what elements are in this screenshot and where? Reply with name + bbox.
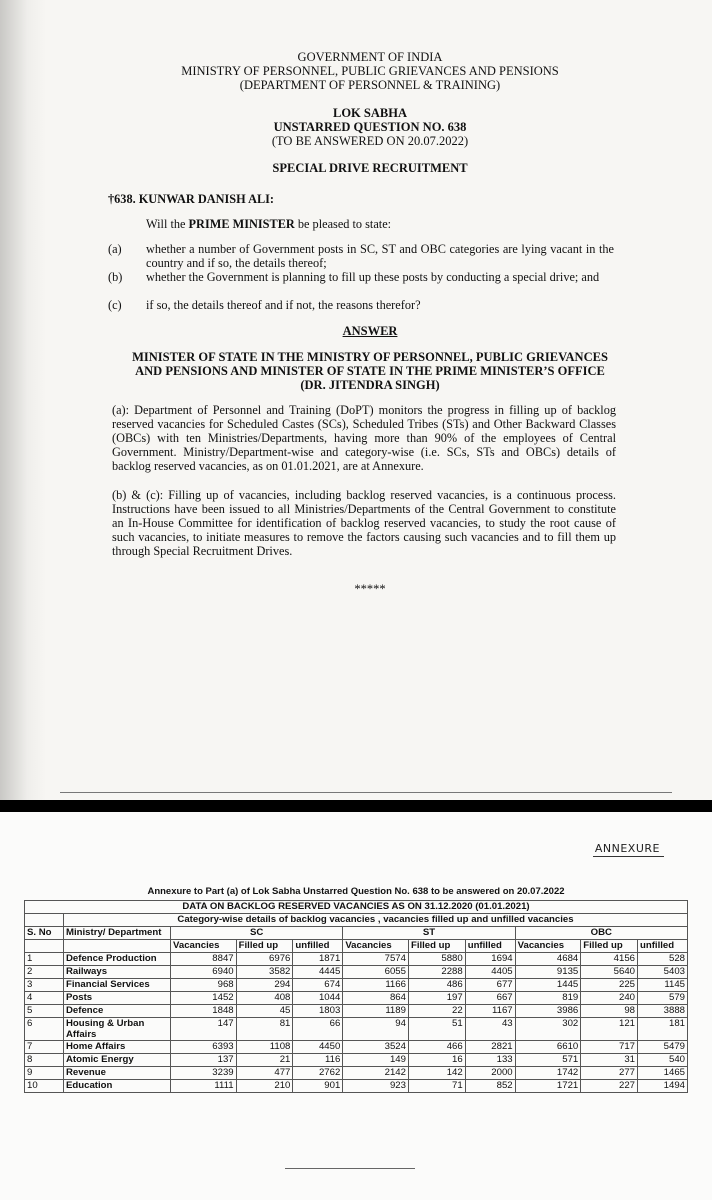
obc-vacancies-cell: 571 bbox=[515, 1054, 581, 1067]
row-sno: 6 bbox=[25, 1018, 64, 1041]
row-ministry: Home Affairs bbox=[64, 1041, 171, 1054]
obc-vacancies-cell: 1721 bbox=[515, 1080, 581, 1093]
annexure-stamp: ANNEXURE bbox=[594, 842, 660, 855]
st-unfilled-cell: 2821 bbox=[465, 1041, 515, 1054]
table-row bbox=[25, 1080, 688, 1093]
sc-unfilled-cell: 674 bbox=[293, 979, 343, 992]
item-a-text: whether a number of Government posts in SC, ST and OBC categories are lying vacant in the country and if so, the details thereof; bbox=[146, 242, 614, 270]
row-ministry: Atomic Energy bbox=[64, 1054, 171, 1067]
sc-filled-cell: 45 bbox=[236, 1005, 293, 1018]
obc-filled-cell: 31 bbox=[581, 1054, 638, 1067]
row-sno: 5 bbox=[25, 1005, 64, 1018]
obc-unfilled-cell: 528 bbox=[638, 953, 688, 966]
obc-vacancies-header: Vacancies bbox=[515, 940, 581, 953]
row-ministry: Defence Production bbox=[64, 953, 171, 966]
obc-filled-cell: 98 bbox=[581, 1005, 638, 1018]
question-subject: SPECIAL DRIVE RECRUITMENT bbox=[272, 161, 468, 175]
sc-filled-cell: 3582 bbox=[236, 966, 293, 979]
sc-filled-cell: 477 bbox=[236, 1067, 293, 1080]
sc-unfilled-cell: 4450 bbox=[293, 1041, 343, 1054]
st-unfilled-cell: 4405 bbox=[465, 966, 515, 979]
answer-date: (TO BE ANSWERED ON 20.07.2022) bbox=[271, 134, 469, 148]
st-filled-cell: 22 bbox=[408, 1005, 465, 1018]
obc-unfilled-cell: 181 bbox=[638, 1018, 688, 1041]
st-vacancies-cell: 7574 bbox=[343, 953, 409, 966]
row-sno: 1 bbox=[25, 953, 64, 966]
row-ministry: Revenue bbox=[64, 1067, 171, 1080]
obc-unfilled-cell: 1145 bbox=[638, 979, 688, 992]
table-subheader-row bbox=[25, 940, 688, 953]
minister-line2: AND PENSIONS AND MINISTER OF STATE IN THE PRIME MINISTER’S OFFICE bbox=[135, 364, 605, 378]
table-caption: Category-wise details of backlog vacancies , vacancies filled up and unfilled vacancies bbox=[64, 914, 688, 927]
st-unfilled-cell: 2000 bbox=[465, 1067, 515, 1080]
st-filled-cell: 142 bbox=[408, 1067, 465, 1080]
closing-rule bbox=[285, 1168, 415, 1169]
answer-part-bc: (b) & (c): Filling up of vacancies, including backlog reserved vacancies, is a continuous process. Instructions have been issued to all Ministries/Departments of the Central Government to constitute an In-House Committee for identification of backlog reserved vacancies, to study the root cause of such vacancies, to initiate measures to remove the factors causing such vacancies and to fill them up through Special Recruitment Drives. bbox=[112, 488, 616, 558]
obc-vacancies-cell: 9135 bbox=[515, 966, 581, 979]
obc-unfilled-cell: 5479 bbox=[638, 1041, 688, 1054]
question-intro: Will the PRIME MINISTER be pleased to state: bbox=[146, 217, 392, 231]
row-sno: 3 bbox=[25, 979, 64, 992]
table-row bbox=[25, 953, 688, 966]
sc-vacancies-cell: 1452 bbox=[171, 992, 237, 1005]
gov-header-line3: (DEPARTMENT OF PERSONNEL & TRAINING) bbox=[239, 78, 501, 92]
sc-vacancies-cell: 137 bbox=[171, 1054, 237, 1067]
row-ministry: Financial Services bbox=[64, 979, 171, 992]
answer-heading: ANSWER bbox=[342, 324, 398, 338]
sc-unfilled-cell: 1044 bbox=[293, 992, 343, 1005]
obc-vacancies-cell: 4684 bbox=[515, 953, 581, 966]
obc-filled-cell: 225 bbox=[581, 979, 638, 992]
st-filled-cell: 51 bbox=[408, 1018, 465, 1041]
sc-unfilled-cell: 901 bbox=[293, 1080, 343, 1093]
table-title-row bbox=[25, 901, 688, 914]
obc-unfilled-cell: 5403 bbox=[638, 966, 688, 979]
question-asker: †638. KUNWAR DANISH ALI: bbox=[108, 192, 275, 206]
page-gap bbox=[0, 800, 712, 812]
st-unfilled-cell: 1167 bbox=[465, 1005, 515, 1018]
sc-filled-cell: 294 bbox=[236, 979, 293, 992]
sc-unfilled-cell: 116 bbox=[293, 1054, 343, 1067]
sc-vacancies-cell: 6940 bbox=[171, 966, 237, 979]
obc-filled-cell: 5640 bbox=[581, 966, 638, 979]
table-row bbox=[25, 979, 688, 992]
sc-filled-cell: 21 bbox=[236, 1054, 293, 1067]
obc-vacancies-cell: 6610 bbox=[515, 1041, 581, 1054]
sc-filled-cell: 210 bbox=[236, 1080, 293, 1093]
row-ministry: Railways bbox=[64, 966, 171, 979]
obc-vacancies-cell: 3986 bbox=[515, 1005, 581, 1018]
sc-unfilled-cell: 66 bbox=[293, 1018, 343, 1041]
scan-edge-shadow bbox=[0, 0, 46, 800]
annexure-title: Annexure to Part (a) of Lok Sabha Unstarred Question No. 638 to be answered on 20.07.2022 bbox=[147, 886, 565, 897]
st-unfilled-cell: 43 bbox=[465, 1018, 515, 1041]
sc-vacancies-cell: 8847 bbox=[171, 953, 237, 966]
st-vacancies-cell: 1189 bbox=[343, 1005, 409, 1018]
obc-vacancies-cell: 819 bbox=[515, 992, 581, 1005]
item-c-label: (c) bbox=[108, 298, 122, 312]
table-row bbox=[25, 1018, 688, 1041]
obc-filled-cell: 717 bbox=[581, 1041, 638, 1054]
sc-unfilled-header: unfilled bbox=[293, 940, 343, 953]
sc-vacancies-header: Vacancies bbox=[171, 940, 237, 953]
sc-filled-cell: 1108 bbox=[236, 1041, 293, 1054]
sc-vacancies-cell: 1848 bbox=[171, 1005, 237, 1018]
table-caption-row bbox=[25, 914, 688, 927]
sc-filled-cell: 6976 bbox=[236, 953, 293, 966]
st-group-header: ST bbox=[343, 927, 515, 940]
st-unfilled-cell: 667 bbox=[465, 992, 515, 1005]
minister-line1: MINISTER OF STATE IN THE MINISTRY OF PERSONNEL, PUBLIC GRIEVANCES bbox=[132, 350, 608, 364]
sc-filled-header: Filled up bbox=[236, 940, 293, 953]
gov-header-line1: GOVERNMENT OF INDIA bbox=[297, 50, 443, 64]
st-filled-cell: 2288 bbox=[408, 966, 465, 979]
obc-unfilled-cell: 1494 bbox=[638, 1080, 688, 1093]
sc-unfilled-cell: 1871 bbox=[293, 953, 343, 966]
st-filled-cell: 486 bbox=[408, 979, 465, 992]
sc-vacancies-cell: 1111 bbox=[171, 1080, 237, 1093]
obc-unfilled-header: unfilled bbox=[638, 940, 688, 953]
table-group-header-row bbox=[25, 927, 688, 940]
table-row bbox=[25, 1041, 688, 1054]
sc-group-header: SC bbox=[171, 927, 343, 940]
table-body bbox=[25, 953, 688, 1093]
page-bottom-rule bbox=[60, 792, 672, 793]
sc-unfilled-cell: 2762 bbox=[293, 1067, 343, 1080]
obc-filled-cell: 227 bbox=[581, 1080, 638, 1093]
obc-filled-header: Filled up bbox=[581, 940, 638, 953]
obc-unfilled-cell: 1465 bbox=[638, 1067, 688, 1080]
end-mark: ***** bbox=[354, 582, 386, 596]
row-sno: 10 bbox=[25, 1080, 64, 1093]
obc-unfilled-cell: 540 bbox=[638, 1054, 688, 1067]
st-unfilled-cell: 1694 bbox=[465, 953, 515, 966]
obc-filled-cell: 4156 bbox=[581, 953, 638, 966]
item-b-text: whether the Government is planning to fill up these posts by conducting a special drive; and bbox=[146, 270, 600, 284]
st-vacancies-header: Vacancies bbox=[343, 940, 409, 953]
obc-filled-cell: 240 bbox=[581, 992, 638, 1005]
st-vacancies-cell: 3524 bbox=[343, 1041, 409, 1054]
backlog-vacancies-table bbox=[24, 900, 688, 1093]
st-vacancies-cell: 2142 bbox=[343, 1067, 409, 1080]
annexure-page bbox=[0, 812, 712, 1200]
row-ministry: Housing & Urban Affairs bbox=[64, 1018, 171, 1041]
obc-vacancies-cell: 302 bbox=[515, 1018, 581, 1041]
sc-vacancies-cell: 3239 bbox=[171, 1067, 237, 1080]
sc-filled-cell: 408 bbox=[236, 992, 293, 1005]
obc-vacancies-cell: 1445 bbox=[515, 979, 581, 992]
table-row bbox=[25, 966, 688, 979]
table-data-title: DATA ON BACKLOG RESERVED VACANCIES AS ON 31.12.2020 (01.01.2021) bbox=[25, 901, 688, 914]
obc-vacancies-cell: 1742 bbox=[515, 1067, 581, 1080]
sc-vacancies-cell: 968 bbox=[171, 979, 237, 992]
item-c-text: if so, the details thereof and if not, the reasons therefor? bbox=[146, 298, 421, 312]
st-unfilled-header: unfilled bbox=[465, 940, 515, 953]
sc-filled-cell: 81 bbox=[236, 1018, 293, 1041]
obc-group-header: OBC bbox=[515, 927, 687, 940]
sc-unfilled-cell: 4445 bbox=[293, 966, 343, 979]
obc-unfilled-cell: 579 bbox=[638, 992, 688, 1005]
st-filled-cell: 16 bbox=[408, 1054, 465, 1067]
obc-filled-cell: 121 bbox=[581, 1018, 638, 1041]
table-row bbox=[25, 1054, 688, 1067]
st-vacancies-cell: 94 bbox=[343, 1018, 409, 1041]
st-filled-header: Filled up bbox=[408, 940, 465, 953]
row-sno: 8 bbox=[25, 1054, 64, 1067]
row-ministry: Defence bbox=[64, 1005, 171, 1018]
item-a-label: (a) bbox=[108, 242, 122, 256]
minister-line3: (DR. JITENDRA SINGH) bbox=[300, 378, 440, 392]
answer-part-a: (a): Department of Personnel and Training (DoPT) monitors the progress in filling up of backlog reserved vacancies for Scheduled Castes (SCs), Scheduled Tribes (STs) and Other Backward Classes (OBCs) with ten Ministries/Departments, having more than 90% of the employees of Central Government. Ministry/Department-wise and category-wise (i.e. SCs, STs and OBCs) details of backlog reserved vacancies, as on 01.01.2021, are at Annexure. bbox=[112, 403, 616, 473]
row-ministry: Education bbox=[64, 1080, 171, 1093]
st-vacancies-cell: 6055 bbox=[343, 966, 409, 979]
obc-unfilled-cell: 3888 bbox=[638, 1005, 688, 1018]
st-vacancies-cell: 149 bbox=[343, 1054, 409, 1067]
row-sno: 4 bbox=[25, 992, 64, 1005]
gov-header-line2: MINISTRY OF PERSONNEL, PUBLIC GRIEVANCES AND PENSIONS bbox=[181, 64, 559, 78]
st-filled-cell: 197 bbox=[408, 992, 465, 1005]
col-ministry-header: Ministry/ Department bbox=[64, 927, 171, 940]
st-vacancies-cell: 1166 bbox=[343, 979, 409, 992]
st-filled-cell: 71 bbox=[408, 1080, 465, 1093]
st-unfilled-cell: 852 bbox=[465, 1080, 515, 1093]
st-vacancies-cell: 923 bbox=[343, 1080, 409, 1093]
st-unfilled-cell: 677 bbox=[465, 979, 515, 992]
obc-filled-cell: 277 bbox=[581, 1067, 638, 1080]
row-ministry: Posts bbox=[64, 992, 171, 1005]
sc-vacancies-cell: 147 bbox=[171, 1018, 237, 1041]
col-sno-header: S. No bbox=[25, 927, 64, 940]
st-unfilled-cell: 133 bbox=[465, 1054, 515, 1067]
row-sno: 9 bbox=[25, 1067, 64, 1080]
st-vacancies-cell: 864 bbox=[343, 992, 409, 1005]
st-filled-cell: 5880 bbox=[408, 953, 465, 966]
st-filled-cell: 466 bbox=[408, 1041, 465, 1054]
table-row bbox=[25, 1067, 688, 1080]
table-row bbox=[25, 1005, 688, 1018]
house-name: LOK SABHA bbox=[333, 106, 407, 120]
question-number: UNSTARRED QUESTION NO. 638 bbox=[273, 120, 467, 134]
row-sno: 2 bbox=[25, 966, 64, 979]
sc-unfilled-cell: 1803 bbox=[293, 1005, 343, 1018]
row-sno: 7 bbox=[25, 1041, 64, 1054]
sc-vacancies-cell: 6393 bbox=[171, 1041, 237, 1054]
item-b-label: (b) bbox=[108, 270, 123, 284]
table-row bbox=[25, 992, 688, 1005]
